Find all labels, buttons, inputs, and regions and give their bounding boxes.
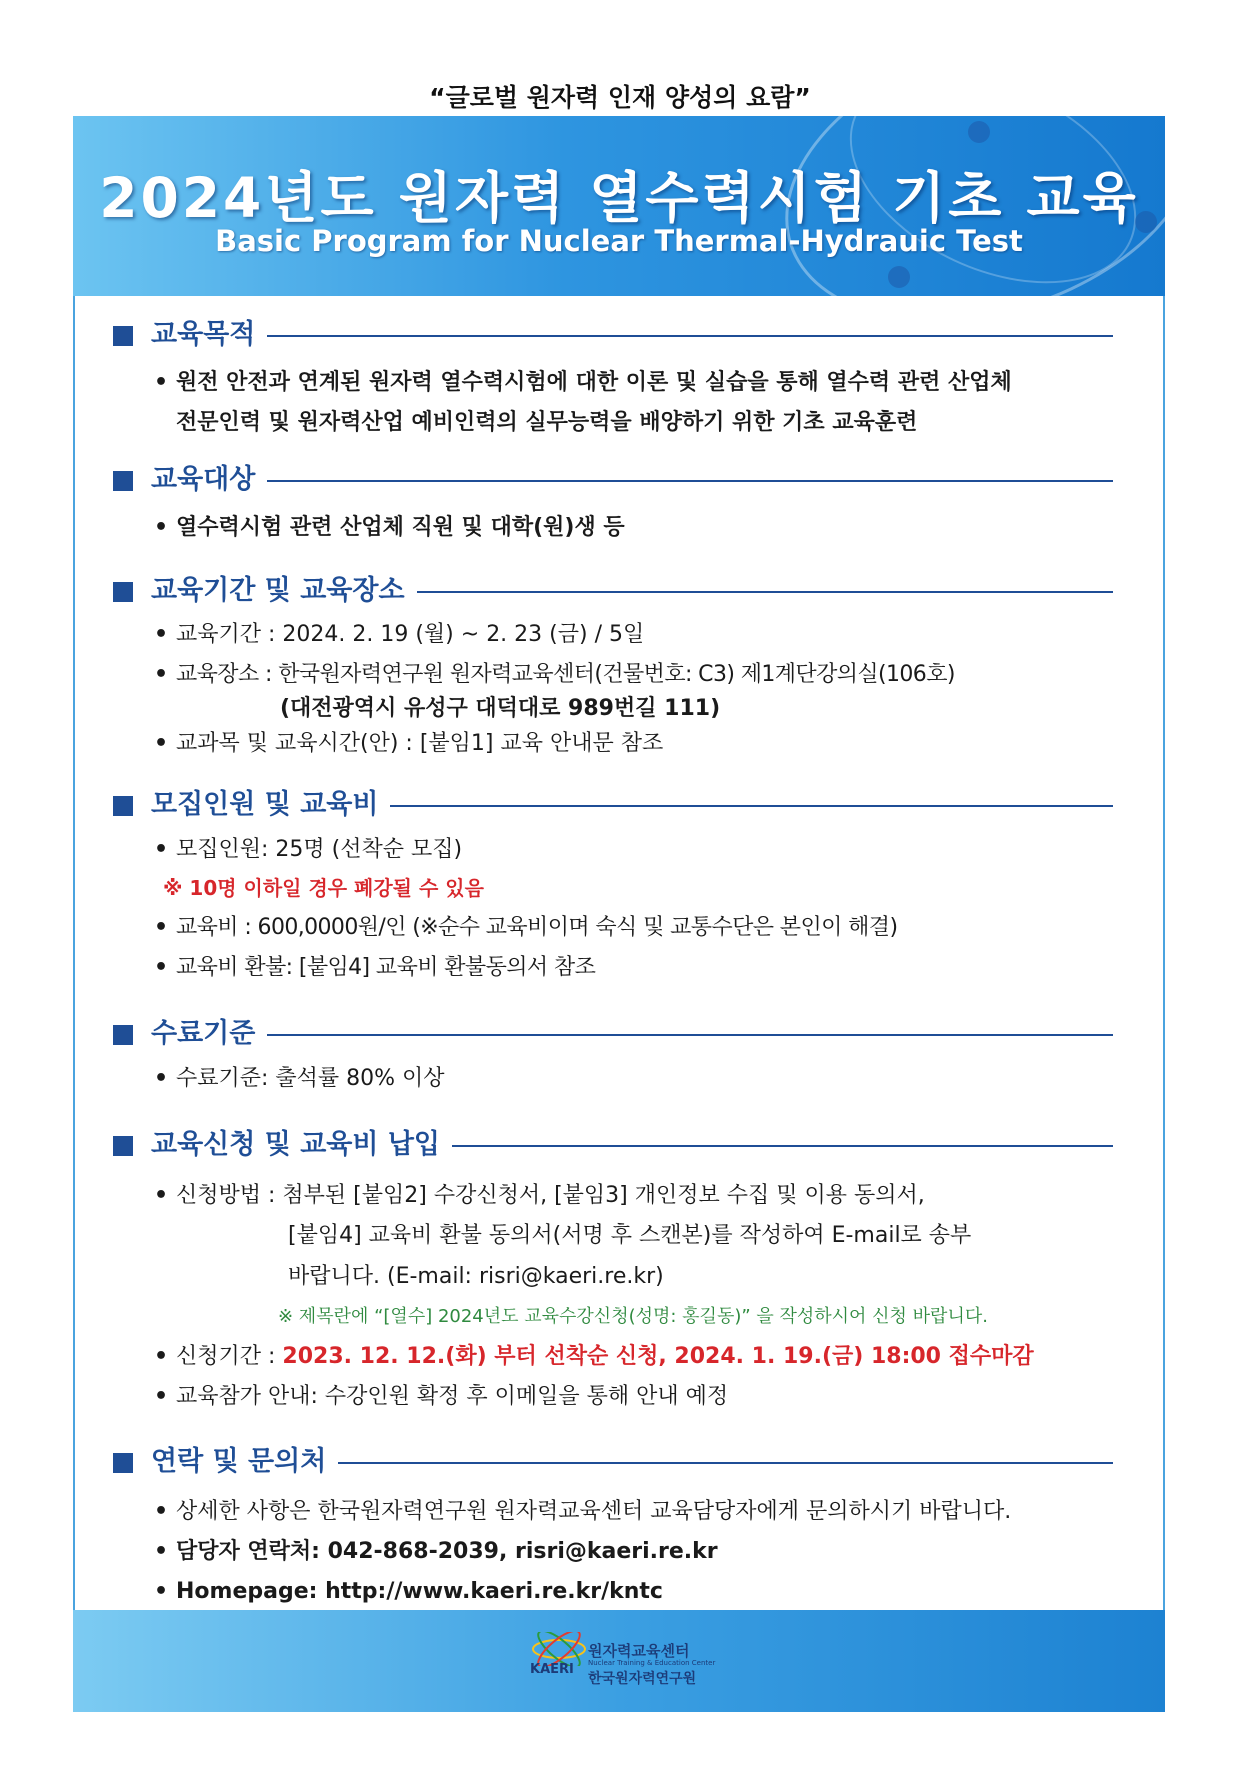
section-square-icon: [113, 326, 133, 346]
page-title: 2024년도 원자력 열수력시험 기초 교육: [99, 166, 1139, 230]
refund-text: • 교육비 환불: [붙임4] 교육비 환불동의서 참조: [176, 953, 595, 983]
section-square-icon: [113, 471, 133, 491]
homepage-link[interactable]: • Homepage: http://www.kaeri.re.kr/kntc: [176, 1577, 663, 1607]
curriculum-text: • 교과목 및 교육시간(안) : [붙임1] 교육 안내문 참조: [176, 729, 663, 759]
section-apply-header: [113, 1127, 1113, 1163]
contact-phone-email: • 담당자 연락처: 042-868-2039, risri@kaeri.re.kr: [176, 1537, 718, 1567]
apply-method-text: • 신청방법 : 첨부된 [붙임2] 수강신청서, [붙임3] 개인정보 수집 및 이용 동의서,: [176, 1181, 925, 1211]
contact-text: • 상세한 사항은 한국원자력연구원 원자력교육센터 교육담당자에게 문의하시기 바랍니다.: [176, 1497, 1011, 1527]
section-title: 연락 및 문의처: [151, 1444, 338, 1480]
section-divider: [151, 1034, 1113, 1036]
section-title: 교육신청 및 교육비 납입: [151, 1127, 452, 1163]
header-banner: [73, 116, 1165, 296]
atom-logo-icon: [530, 1632, 588, 1666]
atom-dot-icon: [968, 121, 990, 143]
purpose-text: • 원전 안전과 연계된 원자력 열수력시험에 대한 이론 및 실습을 통해 열수력 관련 산업체: [176, 368, 1012, 398]
apply-period-label: 신청기간 :: [176, 1344, 283, 1369]
section-square-icon: [113, 1453, 133, 1473]
section-square-icon: [113, 1136, 133, 1156]
logo-center-name: 원자력교육센터: [588, 1642, 690, 1660]
section-square-icon: [113, 1025, 133, 1045]
section-divider: [151, 480, 1113, 482]
fee-text: • 교육비 : 600,0000원/인 (※순수 교육비이며 숙식 및 교통수단은 본인이 해결): [176, 913, 897, 943]
apply-period-text: [176, 1342, 1034, 1372]
kaeri-logo: [530, 1632, 730, 1692]
place-text: • 교육장소 : 한국원자력연구원 원자력교육센터(건물번호: C3) 제1계단강의실(106호): [176, 660, 955, 690]
section-square-icon: [113, 582, 133, 602]
subject-notice: ※ 제목란에 “[열수] 2024년도 교육수강신청(성명: 홍길동)” 을 작성하시어 신청 바랍니다.: [278, 1306, 988, 1327]
purpose-text: 전문인력 및 원자력산업 예비인력의 실무능력을 배양하기 위한 기초 교육훈련: [176, 410, 918, 435]
section-title: 모집인원 및 교육비: [151, 787, 390, 823]
completion-text: • 수료기준: 출석률 80% 이상: [176, 1064, 445, 1094]
participation-text: • 교육참가 안내: 수강인원 확정 후 이메일을 통해 안내 예정: [176, 1382, 728, 1412]
apply-method-text: [붙임4] 교육비 환불 동의서(서명 후 스캔본)를 작성하여 E-mail로 송부: [288, 1223, 972, 1248]
apply-period-value: 2023. 12. 12.(화) 부터 선착순 신청, 2024. 1. 19.(금) 18:00 접수마감: [282, 1344, 1034, 1369]
section-title: 교육목적: [151, 317, 267, 353]
page-subtitle: Basic Program for Nuclear Thermal-Hydrauic Test: [215, 224, 1023, 258]
logo-institute-name: 한국원자력연구원: [588, 1671, 697, 1687]
section-divider: [151, 335, 1113, 337]
apply-method-text: 바랍니다. (E-mail: risri@kaeri.re.kr): [288, 1264, 664, 1289]
section-completion-header: [113, 1016, 1113, 1052]
address-text: (대전광역시 유성구 대덕대로 989번길 111): [280, 696, 721, 721]
recruit-text: • 모집인원: 25명 (선착순 모집): [176, 835, 462, 865]
period-text: • 교육기간 : 2024. 2. 19 (월) ~ 2. 23 (금) / 5일: [176, 620, 644, 650]
section-square-icon: [113, 796, 133, 816]
section-title: 교육대상: [151, 462, 267, 498]
section-purpose-header: [113, 317, 1113, 353]
motto: “글로벌 원자력 인재 양성의 요람”: [429, 83, 811, 112]
logo-kaeri-text: KAERI: [530, 1662, 574, 1677]
section-recruit-header: [113, 787, 1113, 823]
section-title: 교육기간 및 교육장소: [151, 573, 417, 609]
target-text: • 열수력시험 관련 산업체 직원 및 대학(원)생 등: [176, 513, 625, 543]
section-target-header: [113, 462, 1113, 498]
cancel-notice: ※ 10명 이하일 경우 폐강될 수 있음: [163, 876, 484, 900]
section-title: 수료기준: [151, 1016, 267, 1052]
atom-dot-icon: [888, 266, 910, 288]
section-contact-header: [113, 1444, 1113, 1480]
logo-center-eng: Nuclear Training & Education Center: [588, 1659, 716, 1667]
section-period-header: [113, 573, 1113, 609]
